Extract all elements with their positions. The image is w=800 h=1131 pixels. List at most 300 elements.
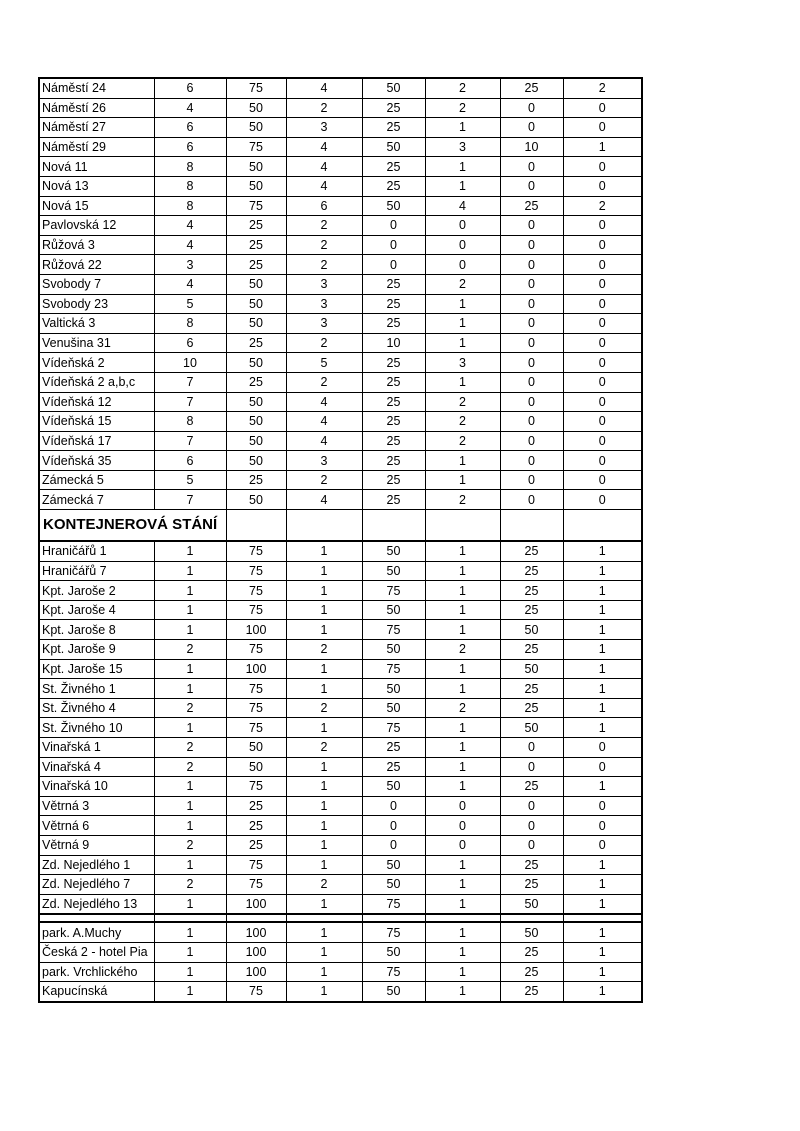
value-cell: 0	[425, 235, 500, 255]
value-cell: 0	[500, 98, 563, 118]
value-cell: 25	[362, 314, 425, 334]
value-cell: 3	[286, 118, 362, 138]
location-name-cell: Vídeňská 2 a,b,c	[39, 372, 154, 392]
value-cell: 1	[154, 942, 226, 962]
value-cell: 25	[362, 431, 425, 451]
table-row	[39, 412, 642, 432]
value-cell: 2	[154, 875, 226, 895]
value-cell: 50	[226, 118, 286, 138]
value-cell: 2	[286, 235, 362, 255]
table-row	[39, 757, 642, 777]
table-row	[39, 176, 642, 196]
table-row	[39, 875, 642, 895]
value-cell: 100	[226, 620, 286, 640]
location-name-cell: Kpt. Jaroše 4	[39, 600, 154, 620]
value-cell: 25	[500, 698, 563, 718]
value-cell: 2	[425, 98, 500, 118]
section-cell	[500, 510, 563, 542]
value-cell: 1	[563, 777, 642, 797]
value-cell: 0	[500, 451, 563, 471]
value-cell: 7	[154, 490, 226, 510]
table-row	[39, 372, 642, 392]
value-cell: 2	[563, 78, 642, 98]
value-cell: 1	[154, 982, 226, 1002]
value-cell: 4	[286, 176, 362, 196]
location-name-cell: Vinařská 10	[39, 777, 154, 797]
value-cell: 75	[226, 777, 286, 797]
table-row	[39, 255, 642, 275]
table-row	[39, 982, 642, 1002]
value-cell: 1	[563, 561, 642, 581]
location-name-cell: Česká 2 - hotel Pia	[39, 942, 154, 962]
table-row	[39, 392, 642, 412]
separator-cell	[425, 914, 500, 922]
value-cell: 0	[500, 353, 563, 373]
value-cell: 1	[563, 698, 642, 718]
value-cell: 2	[286, 98, 362, 118]
value-cell: 1	[425, 777, 500, 797]
value-cell: 0	[563, 353, 642, 373]
value-cell: 4	[286, 78, 362, 98]
location-name-cell: Valtická 3	[39, 314, 154, 334]
value-cell: 25	[362, 118, 425, 138]
location-name-cell: Zámecká 5	[39, 470, 154, 490]
value-cell: 0	[500, 118, 563, 138]
value-cell: 1	[286, 796, 362, 816]
value-cell: 6	[154, 118, 226, 138]
value-cell: 1	[154, 777, 226, 797]
value-cell: 1	[425, 894, 500, 914]
value-cell: 75	[226, 78, 286, 98]
value-cell: 4	[286, 157, 362, 177]
location-name-cell: Vídeňská 15	[39, 412, 154, 432]
data-table	[38, 77, 643, 1003]
value-cell: 0	[563, 738, 642, 758]
value-cell: 50	[226, 274, 286, 294]
value-cell: 1	[425, 942, 500, 962]
location-name-cell: Zd. Nejedlého 13	[39, 894, 154, 914]
value-cell: 50	[226, 738, 286, 758]
location-name-cell: Kpt. Jaroše 15	[39, 659, 154, 679]
value-cell: 2	[154, 757, 226, 777]
value-cell: 1	[154, 659, 226, 679]
table-row	[39, 216, 642, 236]
separator-cell	[362, 914, 425, 922]
value-cell: 0	[500, 157, 563, 177]
value-cell: 50	[362, 982, 425, 1002]
value-cell: 4	[154, 98, 226, 118]
value-cell: 8	[154, 157, 226, 177]
value-cell: 1	[286, 600, 362, 620]
value-cell: 0	[563, 372, 642, 392]
location-name-cell: Vídeňská 35	[39, 451, 154, 471]
spreadsheet-page	[38, 77, 641, 1003]
table-row	[39, 581, 642, 601]
location-name-cell: Větrná 6	[39, 816, 154, 836]
value-cell: 25	[362, 490, 425, 510]
value-cell: 75	[226, 561, 286, 581]
location-name-cell: Náměstí 27	[39, 118, 154, 138]
value-cell: 25	[362, 294, 425, 314]
value-cell: 75	[226, 137, 286, 157]
table-row	[39, 470, 642, 490]
value-cell: 0	[563, 490, 642, 510]
value-cell: 2	[154, 640, 226, 660]
value-cell: 75	[362, 718, 425, 738]
value-cell: 75	[226, 196, 286, 216]
value-cell: 3	[154, 255, 226, 275]
container-rows	[39, 541, 642, 914]
value-cell: 50	[500, 922, 563, 942]
value-cell: 2	[425, 274, 500, 294]
value-cell: 0	[362, 255, 425, 275]
value-cell: 1	[425, 470, 500, 490]
value-cell: 2	[425, 698, 500, 718]
value-cell: 50	[226, 353, 286, 373]
value-cell: 50	[362, 777, 425, 797]
value-cell: 1	[563, 942, 642, 962]
value-cell: 4	[286, 137, 362, 157]
value-cell: 0	[563, 392, 642, 412]
value-cell: 2	[425, 392, 500, 412]
value-cell: 8	[154, 176, 226, 196]
value-cell: 1	[286, 561, 362, 581]
table-row	[39, 659, 642, 679]
location-name-cell: St. Živného 10	[39, 718, 154, 738]
value-cell: 1	[154, 962, 226, 982]
value-cell: 25	[500, 581, 563, 601]
separator-cell	[226, 914, 286, 922]
value-cell: 50	[362, 875, 425, 895]
value-cell: 1	[425, 294, 500, 314]
table-row	[39, 78, 642, 98]
location-name-cell: Růžová 3	[39, 235, 154, 255]
value-cell: 50	[226, 757, 286, 777]
value-cell: 0	[563, 796, 642, 816]
location-name-cell: Vinařská 4	[39, 757, 154, 777]
value-cell: 7	[154, 372, 226, 392]
value-cell: 1	[154, 855, 226, 875]
value-cell: 1	[563, 620, 642, 640]
value-cell: 10	[154, 353, 226, 373]
value-cell: 0	[500, 392, 563, 412]
value-cell: 6	[154, 137, 226, 157]
value-cell: 1	[425, 962, 500, 982]
table-row	[39, 294, 642, 314]
value-cell: 2	[154, 835, 226, 855]
value-cell: 1	[286, 757, 362, 777]
value-cell: 75	[226, 640, 286, 660]
location-name-cell: Venušina 31	[39, 333, 154, 353]
section-row	[39, 510, 642, 542]
location-name-cell: Náměstí 24	[39, 78, 154, 98]
value-cell: 1	[425, 600, 500, 620]
table-row	[39, 620, 642, 640]
value-cell: 0	[500, 333, 563, 353]
value-cell: 4	[154, 216, 226, 236]
value-cell: 50	[362, 679, 425, 699]
location-name-cell: Zámecká 7	[39, 490, 154, 510]
value-cell: 4	[286, 490, 362, 510]
value-cell: 50	[500, 894, 563, 914]
value-cell: 0	[500, 235, 563, 255]
section-cell	[286, 510, 362, 542]
location-name-cell: Hraničářů 7	[39, 561, 154, 581]
value-cell: 1	[425, 561, 500, 581]
value-cell: 5	[154, 294, 226, 314]
value-cell: 0	[563, 757, 642, 777]
value-cell: 2	[425, 490, 500, 510]
table-row	[39, 777, 642, 797]
value-cell: 75	[362, 962, 425, 982]
value-cell: 4	[286, 412, 362, 432]
value-cell: 1	[425, 659, 500, 679]
table-row	[39, 314, 642, 334]
value-cell: 50	[500, 620, 563, 640]
value-cell: 75	[226, 875, 286, 895]
value-cell: 0	[563, 255, 642, 275]
value-cell: 0	[563, 333, 642, 353]
value-cell: 6	[154, 451, 226, 471]
table-row	[39, 541, 642, 561]
value-cell: 75	[226, 855, 286, 875]
value-cell: 50	[362, 561, 425, 581]
value-cell: 1	[286, 855, 362, 875]
value-cell: 1	[563, 137, 642, 157]
value-cell: 1	[286, 922, 362, 942]
value-cell: 25	[226, 816, 286, 836]
value-cell: 50	[226, 392, 286, 412]
value-cell: 50	[226, 176, 286, 196]
value-cell: 4	[154, 235, 226, 255]
value-cell: 25	[226, 796, 286, 816]
table-row	[39, 698, 642, 718]
table-row	[39, 894, 642, 914]
value-cell: 0	[563, 157, 642, 177]
value-cell: 25	[362, 353, 425, 373]
value-cell: 50	[226, 294, 286, 314]
location-name-cell: Náměstí 26	[39, 98, 154, 118]
value-cell: 1	[286, 777, 362, 797]
value-cell: 2	[286, 470, 362, 490]
table-row	[39, 353, 642, 373]
value-cell: 25	[500, 196, 563, 216]
value-cell: 25	[362, 274, 425, 294]
value-cell: 5	[154, 470, 226, 490]
value-cell: 1	[154, 600, 226, 620]
table-row	[39, 942, 642, 962]
value-cell: 1	[286, 659, 362, 679]
value-cell: 1	[154, 581, 226, 601]
location-name-cell: Vídeňská 12	[39, 392, 154, 412]
table-row	[39, 718, 642, 738]
location-name-cell: Kapucínská	[39, 982, 154, 1002]
value-cell: 0	[500, 757, 563, 777]
value-cell: 0	[563, 451, 642, 471]
value-cell: 1	[425, 314, 500, 334]
separator-cell	[286, 914, 362, 922]
location-name-cell: Vídeňská 17	[39, 431, 154, 451]
value-cell: 4	[286, 431, 362, 451]
value-cell: 25	[226, 216, 286, 236]
section-cell	[425, 510, 500, 542]
value-cell: 2	[425, 431, 500, 451]
location-name-cell: Svobody 23	[39, 294, 154, 314]
table-row	[39, 835, 642, 855]
location-name-cell: park. A.Muchy	[39, 922, 154, 942]
location-name-cell: Hraničářů 1	[39, 541, 154, 561]
value-cell: 25	[362, 412, 425, 432]
value-cell: 0	[425, 216, 500, 236]
value-cell: 50	[362, 600, 425, 620]
value-cell: 0	[500, 255, 563, 275]
location-name-cell: St. Živného 4	[39, 698, 154, 718]
value-cell: 1	[563, 855, 642, 875]
value-cell: 0	[500, 816, 563, 836]
value-cell: 1	[154, 541, 226, 561]
separator-cell	[154, 914, 226, 922]
value-cell: 0	[500, 176, 563, 196]
parking-rows	[39, 922, 642, 1001]
value-cell: 25	[500, 982, 563, 1002]
table-row	[39, 796, 642, 816]
value-cell: 25	[362, 98, 425, 118]
location-name-cell: Pavlovská 12	[39, 216, 154, 236]
value-cell: 75	[362, 581, 425, 601]
value-cell: 1	[563, 962, 642, 982]
value-cell: 75	[362, 620, 425, 640]
section-cell	[362, 510, 425, 542]
value-cell: 1	[425, 620, 500, 640]
value-cell: 2	[286, 698, 362, 718]
location-name-cell: Nová 11	[39, 157, 154, 177]
value-cell: 100	[226, 659, 286, 679]
table-row	[39, 118, 642, 138]
value-cell: 25	[500, 561, 563, 581]
value-cell: 2	[286, 875, 362, 895]
table-row	[39, 274, 642, 294]
location-name-cell: Kpt. Jaroše 8	[39, 620, 154, 640]
value-cell: 0	[500, 314, 563, 334]
value-cell: 2	[154, 738, 226, 758]
value-cell: 50	[226, 412, 286, 432]
value-cell: 4	[286, 392, 362, 412]
value-cell: 25	[500, 679, 563, 699]
value-cell: 75	[226, 718, 286, 738]
location-name-cell: Zd. Nejedlého 1	[39, 855, 154, 875]
value-cell: 75	[362, 659, 425, 679]
value-cell: 10	[362, 333, 425, 353]
value-cell: 0	[563, 274, 642, 294]
table-row	[39, 855, 642, 875]
value-cell: 0	[500, 372, 563, 392]
value-cell: 10	[500, 137, 563, 157]
value-cell: 25	[500, 875, 563, 895]
value-cell: 75	[226, 581, 286, 601]
value-cell: 2	[286, 216, 362, 236]
value-cell: 25	[500, 640, 563, 660]
location-name-cell: Nová 15	[39, 196, 154, 216]
value-cell: 25	[226, 470, 286, 490]
value-cell: 0	[500, 431, 563, 451]
value-cell: 0	[425, 796, 500, 816]
value-cell: 1	[425, 982, 500, 1002]
value-cell: 1	[286, 620, 362, 640]
separator-cell	[500, 914, 563, 922]
value-cell: 1	[425, 157, 500, 177]
value-cell: 50	[226, 451, 286, 471]
separator-cell	[39, 914, 154, 922]
street-rows	[39, 78, 642, 510]
separator-row	[39, 914, 642, 922]
value-cell: 2	[286, 738, 362, 758]
value-cell: 0	[500, 835, 563, 855]
value-cell: 1	[154, 816, 226, 836]
value-cell: 1	[286, 679, 362, 699]
value-cell: 25	[500, 78, 563, 98]
value-cell: 100	[226, 942, 286, 962]
location-name-cell: Svobody 7	[39, 274, 154, 294]
value-cell: 2	[286, 372, 362, 392]
value-cell: 0	[500, 294, 563, 314]
value-cell: 1	[563, 875, 642, 895]
value-cell: 4	[154, 274, 226, 294]
location-name-cell: Růžová 22	[39, 255, 154, 275]
value-cell: 0	[500, 796, 563, 816]
value-cell: 1	[563, 982, 642, 1002]
value-cell: 25	[362, 176, 425, 196]
location-name-cell: park. Vrchlického	[39, 962, 154, 982]
value-cell: 25	[226, 255, 286, 275]
value-cell: 75	[226, 679, 286, 699]
value-cell: 1	[286, 581, 362, 601]
gap-separator	[39, 914, 642, 922]
value-cell: 0	[500, 274, 563, 294]
value-cell: 0	[500, 216, 563, 236]
value-cell: 1	[154, 894, 226, 914]
value-cell: 6	[154, 333, 226, 353]
value-cell: 6	[154, 78, 226, 98]
value-cell: 50	[226, 490, 286, 510]
value-cell: 25	[500, 541, 563, 561]
value-cell: 1	[563, 600, 642, 620]
value-cell: 3	[286, 274, 362, 294]
value-cell: 1	[425, 372, 500, 392]
value-cell: 0	[563, 835, 642, 855]
value-cell: 1	[425, 718, 500, 738]
value-cell: 25	[362, 372, 425, 392]
value-cell: 0	[425, 816, 500, 836]
value-cell: 100	[226, 922, 286, 942]
value-cell: 0	[425, 835, 500, 855]
value-cell: 0	[500, 490, 563, 510]
value-cell: 1	[286, 894, 362, 914]
value-cell: 50	[362, 855, 425, 875]
value-cell: 25	[362, 451, 425, 471]
table-row	[39, 137, 642, 157]
value-cell: 25	[500, 942, 563, 962]
value-cell: 75	[226, 698, 286, 718]
value-cell: 25	[500, 962, 563, 982]
value-cell: 50	[362, 698, 425, 718]
value-cell: 2	[425, 78, 500, 98]
table-row	[39, 333, 642, 353]
value-cell: 75	[362, 894, 425, 914]
location-name-cell: Větrná 3	[39, 796, 154, 816]
value-cell: 25	[362, 738, 425, 758]
value-cell: 25	[362, 392, 425, 412]
value-cell: 1	[425, 855, 500, 875]
